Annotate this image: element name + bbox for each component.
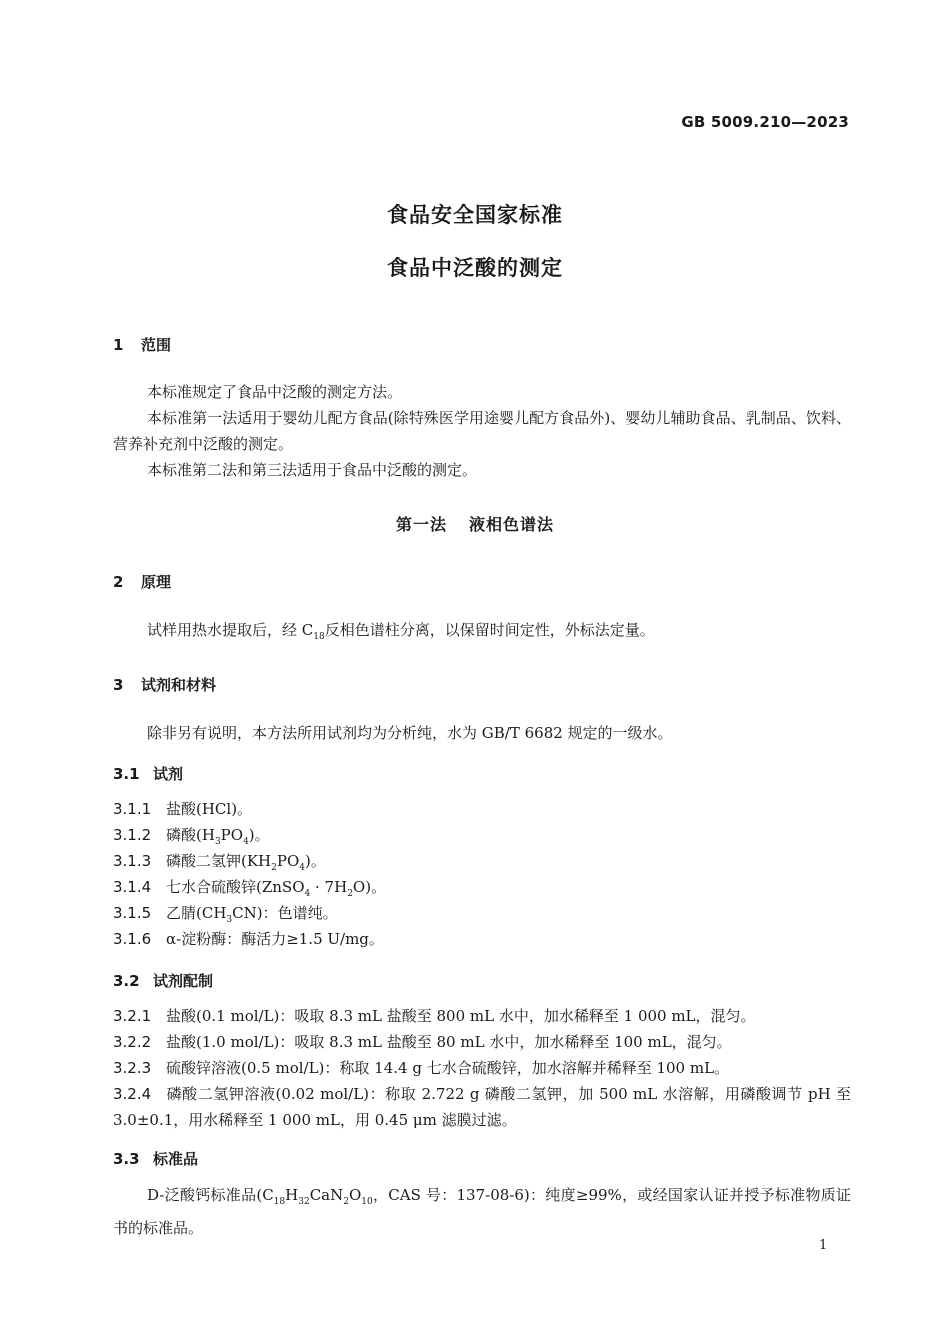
document-title-line2: 食品中泛酸的测定 — [387, 256, 563, 280]
text-run: O)。 — [352, 878, 387, 896]
section-number: 3.3 — [113, 1150, 140, 1168]
paragraph — [113, 617, 851, 650]
paragraph: 本标准第二法和第三法适用于食品中泛酸的测定。 — [147, 461, 478, 479]
item-number: 3.1.3 — [113, 852, 152, 870]
list-item — [113, 1029, 851, 1055]
section-number: 3.1 — [113, 765, 140, 783]
section-3-2-heading — [113, 970, 213, 991]
paragraph — [113, 1182, 851, 1241]
section-title: 试剂 — [153, 765, 184, 783]
item-text: 硫酸锌溶液(0.5 mol/L)：称取 14.4 g 七水合硫酸锌，加水溶解并稀释至 100 mL。 — [166, 1059, 730, 1077]
section-3-heading — [113, 674, 216, 695]
paragraph: 除非另有说明，本方法所用试剂均为分析纯，水为 GB/T 6682 规定的一级水。 — [147, 724, 673, 742]
item-number: 3.2.2 — [113, 1033, 152, 1051]
section-title: 范围 — [141, 336, 172, 354]
subscript: 2 — [343, 1197, 349, 1207]
section-title: 标准品 — [153, 1150, 199, 1168]
section-number: 1 — [113, 336, 124, 354]
item-text: α-淀粉酶：酶活力≥1.5 U/mg。 — [166, 930, 384, 948]
section-number: 3 — [113, 676, 124, 694]
list-item — [113, 1081, 851, 1133]
text-run: 反相色谱柱分离，以保留时间定性，外标法定量。 — [324, 621, 655, 639]
subscript: 18 — [313, 632, 325, 642]
text-run: )。 — [305, 852, 326, 870]
item-number: 3.2.3 — [113, 1059, 152, 1077]
subscript: 2 — [347, 889, 353, 899]
text-run: 磷酸(H — [166, 826, 215, 844]
text-run: CN)：色谱纯。 — [232, 904, 338, 922]
text-run: 磷酸二氢钾(KH — [166, 852, 272, 870]
subscript: 10 — [361, 1197, 373, 1207]
list-item — [113, 1003, 851, 1029]
item-text: 盐酸(0.1 mol/L)：吸取 8.3 mL 盐酸至 800 mL 水中，加水稀释至 1 000 mL，混匀。 — [166, 1007, 756, 1025]
item-number: 3.1.5 — [113, 904, 152, 922]
section-number: 3.2 — [113, 972, 140, 990]
section-title: 试剂和材料 — [141, 676, 217, 694]
section-title: 试剂配制 — [153, 972, 214, 990]
item-text: 磷酸二氢钾溶液(0.02 mol/L)：称取 2.722 g 磷酸二氢钾，加 500 mL 水溶解，用磷酸调节 pH 至 3.0±0.1，用水稀释至 1 000 mL，用 0.45 μm 滤膜过滤。 — [113, 1085, 851, 1129]
subscript: 3 — [214, 837, 221, 847]
item-number: 3.1.2 — [113, 826, 152, 844]
text-run: O — [348, 1186, 362, 1204]
text-run: PO — [220, 826, 244, 844]
section-number: 2 — [113, 573, 124, 591]
text-run: D-泛酸钙标准品(C — [147, 1186, 274, 1204]
standard-number: GB 5009.210—2023 — [681, 113, 849, 131]
list-item — [113, 926, 851, 952]
item-text: 盐酸(1.0 mol/L)：吸取 8.3 mL 盐酸至 80 mL 水中，加水稀释至 100 mL，混匀。 — [166, 1033, 732, 1051]
paragraph: 本标准第一法适用于婴幼儿配方食品(除特殊医学用途婴儿配方食品外)、婴幼儿辅助食品、乳制品、饮料、营养补充剂中泛酸的测定。 — [113, 409, 851, 453]
subscript: 4 — [304, 889, 311, 899]
section-2-heading — [113, 571, 171, 592]
item-number: 3.1.1 — [113, 800, 152, 818]
subscript: 4 — [299, 863, 305, 873]
page-number: 1 — [819, 1238, 828, 1253]
text-run: · 7H — [310, 878, 348, 896]
section-1-heading — [113, 334, 171, 355]
item-number: 3.2.4 — [113, 1085, 152, 1103]
document-title-line1: 食品安全国家标准 — [387, 203, 563, 227]
subscript: 4 — [243, 837, 249, 847]
subscript: 18 — [273, 1197, 286, 1207]
text-run: PO — [276, 852, 300, 870]
subscript: 2 — [271, 863, 277, 873]
text-run: H — [285, 1186, 299, 1204]
text-run: CaN — [309, 1186, 344, 1204]
method-title: 液相色谱法 — [469, 515, 555, 534]
text-run: 乙腈(CH — [166, 904, 227, 922]
item-number: 3.2.1 — [113, 1007, 152, 1025]
method-heading — [0, 512, 950, 535]
section-title: 原理 — [141, 573, 172, 591]
section-3-1-heading — [113, 763, 183, 784]
text-run: )。 — [248, 826, 270, 844]
list-item — [113, 796, 851, 822]
section-3-3-heading — [113, 1148, 198, 1169]
item-number: 3.1.6 — [113, 930, 152, 948]
subscript: 3 — [226, 915, 233, 925]
text-run: 七水合硫酸锌(ZnSO — [166, 878, 305, 896]
paragraph: 本标准规定了食品中泛酸的测定方法。 — [147, 383, 403, 401]
list-item — [113, 1055, 851, 1081]
item-text: 盐酸(HCl)。 — [166, 800, 253, 818]
subscript: 32 — [298, 1197, 310, 1207]
text-run: 试样用热水提取后，经 C — [147, 621, 314, 639]
method-name: 第一法 — [395, 515, 447, 534]
text-run: ，CAS 号：137-08-6)：纯度≥99%，或经国家认证并授予标准物质证书的标准品。 — [113, 1186, 852, 1237]
item-number: 3.1.4 — [113, 878, 152, 896]
